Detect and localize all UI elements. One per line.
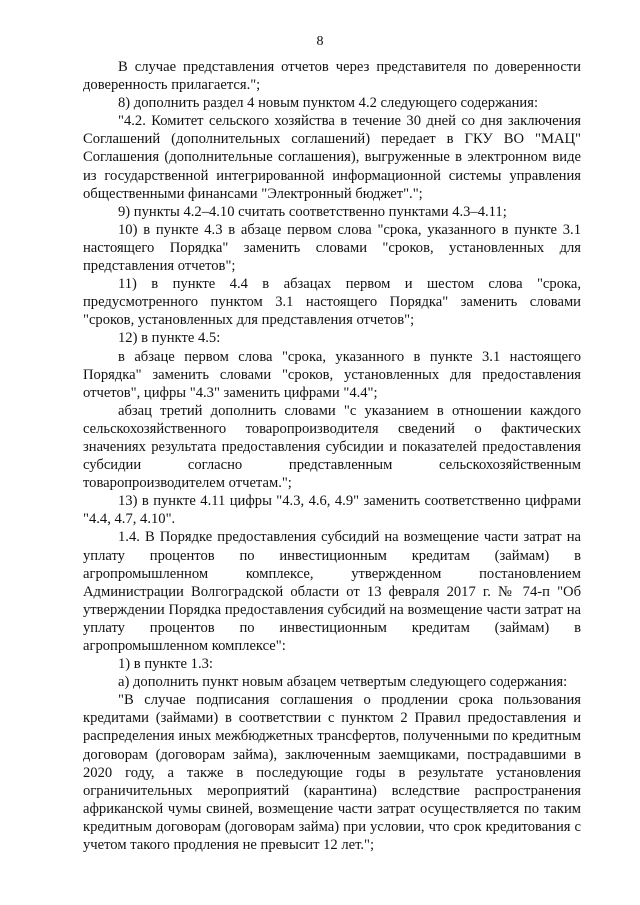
paragraph: 9) пункты 4.2–4.10 считать соответственно пунктами 4.3–4.11; [118, 203, 507, 220]
paragraph: 10) в пункте 4.3 в абзаце первом слова "срока, указанного в пункте 3.1 настоящего Порядка" заменить словами "сроков, установленных для представления отчетов"; [83, 221, 581, 275]
document-body [83, 58, 581, 854]
paragraph: 11) в пункте 4.4 в абзацах первом и шестом слова "срока, предусмотренного пунктом 3.1 настоящего Порядка" заменить словами "сроков, установленных для представления отчетов"; [83, 276, 581, 329]
paragraph: 1) в пункте 1.3: [118, 656, 213, 673]
paragraph: "4.2. Комитет сельского хозяйства в течение 30 дней со дня заключения Соглашений (дополнительных соглашений) передает в ГКУ ВО "МАЦ" Соглашения (дополнительные соглашения), выгруженные в электронном виде из государственной интегрированной информационной системы управления общественными финансами "Электронный бюджет"."; [83, 113, 581, 202]
paragraph: "В случае подписания соглашения о продлении срока пользования кредитами (займами) в соответствии с пунктом 2 Правил предоставления и распределения иных межбюджетных трансфертов, полученными по кредитным договорам (договорам займа), заключенным заемщиками, пострадавшими в 2020 году, а также в последующие годы в результате установления ограничительных мероприятий (карантина) вследствие распространения африканской чумы свиней, возмещение части затрат осуществляется по таким кредитным договорам (договорам займа) при условии, что срок кредитования с учетом такого продления не превысит 12 лет."; [83, 692, 581, 854]
paragraph: В случае представления отчетов через представителя по доверенности доверенность прилагается."; [83, 59, 581, 94]
paragraph: а) дополнить пункт новым абзацем четвертым следующего содержания: [118, 674, 568, 691]
paragraph: 13) в пункте 4.11 цифры "4.3, 4.6, 4.9" заменить соответственно цифрами "4.4, 4.7, 4.10". [83, 493, 581, 528]
paragraph: в абзаце первом слова "срока, указанного в пункте 3.1 настоящего Порядка" заменить словами "сроков, установленных для предоставления отчетов", цифры "4.3" заменить цифрами "4.4"; [83, 348, 581, 401]
page-number: 8 [316, 34, 324, 49]
paragraph: 1.4. В Порядке предоставления субсидий на возмещение части затрат на уплату процентов по инвестиционным кредитам (займам) в агропромышленном комплексе, утвержденном постановлением Администрации Волгоградской области от 13 февраля 2017 г. № 74-п "Об утверждении Порядка предоставления субсидий на возмещение части затрат на уплату процентов по инвестиционным кредитам (займам) в агропромышленном комплексе": [83, 529, 581, 654]
paragraph: абзац третий дополнить словами "с указанием в отношении каждого сельскохозяйственного товаропроизводителя сведений о фактических значениях результата предоставления субсидии и показателей предоставления субсидии согласно представленным сельскохозяйственным товаропроизводителем отчетам."; [83, 402, 581, 492]
paragraph: 8) дополнить раздел 4 новым пунктом 4.2 следующего содержания: [118, 95, 539, 112]
paragraph: 12) в пункте 4.5: [118, 330, 221, 347]
